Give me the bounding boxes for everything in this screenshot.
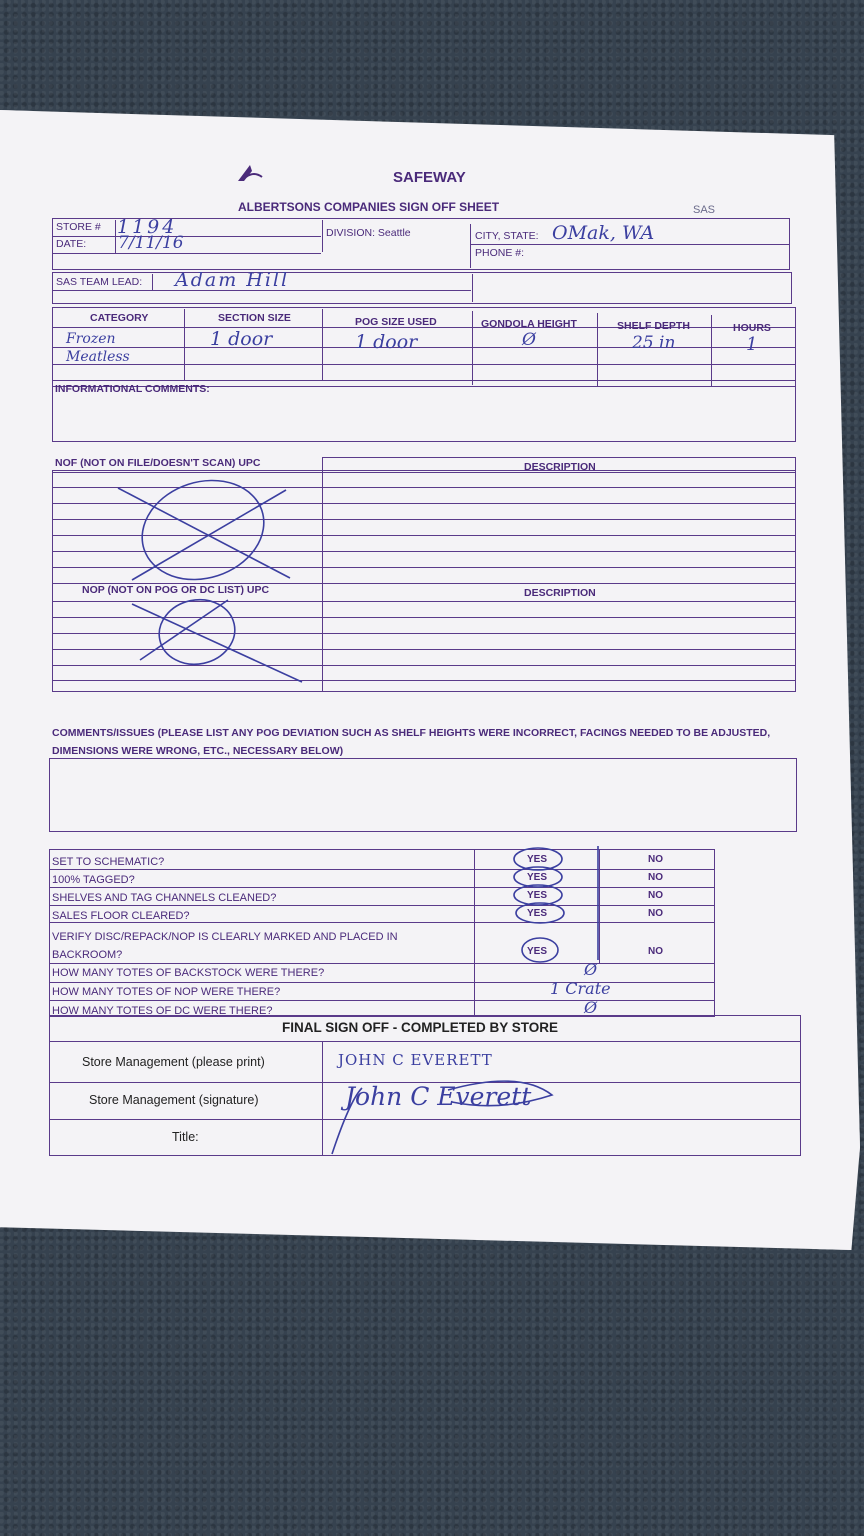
checklist-question: VERIFY DISC/REPACK/NOP IS CLEARLY MARKED AND PLACED IN BACKROOM? (52, 931, 398, 961)
checklist-yes: YES (527, 946, 548, 957)
store-label: STORE # (56, 221, 101, 233)
store-value: 1194 (117, 216, 178, 238)
th-pog-size: POG SIZE USED (355, 316, 437, 328)
store-management-signature-label: Store Management (signature) (89, 1093, 259, 1107)
th-hours: HOURS (733, 322, 771, 334)
th-category: CATEGORY (90, 312, 149, 324)
team-lead-label: SAS TEAM LEAD: (56, 276, 143, 288)
nop-description-label: DESCRIPTION (524, 587, 596, 599)
city-state-value: OMak, WA (552, 222, 655, 244)
team-lead-value: Adam Hill (175, 269, 290, 291)
nof-label: NOF (NOT ON FILE/DOESN'T SCAN) UPC (55, 457, 261, 469)
store-management-print-label: Store Management (please print) (82, 1055, 265, 1069)
checklist-no: NO (648, 854, 663, 865)
sheet-title: ALBERTSONS COMPANIES SIGN OFF SHEET (238, 200, 500, 214)
checklist-row-line (50, 1000, 714, 1001)
final-sign-off-title: FINAL SIGN OFF - COMPLETED BY STORE (282, 1020, 559, 1035)
date-value: 7/11/16 (118, 233, 184, 253)
nof-nop-rule-line (53, 503, 795, 504)
th-gondola-height: GONDOLA HEIGHT (481, 318, 577, 330)
store-management-signature-value: John C Everett (345, 1082, 532, 1111)
sas-mark: SAS (693, 204, 716, 216)
nof-nop-rule-line (53, 680, 795, 681)
checklist-row-line (50, 982, 714, 983)
date-label: DATE: (56, 238, 87, 250)
nof-description-label: DESCRIPTION (524, 461, 596, 473)
checklist-question: SET TO SCHEMATIC? (52, 856, 165, 868)
city-state-label: CITY, STATE: (475, 230, 539, 242)
checklist-yes: YES (527, 908, 548, 919)
team-lead-row (52, 269, 792, 304)
title-label: Title: (172, 1130, 199, 1144)
td-pog-size: 1 door (355, 331, 418, 353)
checklist-yes: YES (527, 872, 548, 883)
totes-question: HOW MANY TOTES OF NOP WERE THERE? (52, 986, 281, 998)
checklist-question: SHELVES AND TAG CHANNELS CLEANED? (52, 892, 277, 904)
checklist-yes: YES (527, 854, 548, 865)
brand-name: SAFEWAY (393, 169, 466, 186)
nof-nop-rule-line (53, 633, 795, 634)
checklist-no: NO (648, 872, 663, 883)
nof-nop-rule-line (53, 487, 795, 488)
nof-nop-rule-line (53, 649, 795, 650)
division-label: DIVISION: Seattle (326, 227, 411, 239)
nof-nop-rule-line (53, 601, 795, 602)
nof-nop-rule-line (53, 617, 795, 618)
checklist-no: NO (648, 890, 663, 901)
checklist-no: NO (648, 908, 663, 919)
checklist-yes: YES (527, 890, 548, 901)
td-gondola-height: Ø (522, 330, 536, 350)
totes-answer: 1 Crate (550, 979, 611, 998)
td-hours: 1 (746, 334, 758, 355)
totes-question: HOW MANY TOTES OF BACKSTOCK WERE THERE? (52, 967, 325, 979)
nof-nop-rule-line (53, 551, 795, 552)
checklist-question: 100% TAGGED? (52, 874, 135, 886)
td-shelf-depth: 25 in (632, 333, 676, 353)
informational-comments-label: INFORMATIONAL COMMENTS: (55, 383, 210, 395)
totes-answer: Ø (584, 998, 598, 1017)
description-column (322, 457, 796, 692)
totes-question: HOW MANY TOTES OF DC WERE THERE? (52, 1005, 273, 1017)
checklist-no: NO (648, 946, 663, 957)
nop-label: NOP (NOT ON POG OR DC LIST) UPC (82, 584, 270, 596)
totes-answer: Ø (584, 960, 598, 979)
nof-nop-rule-line (53, 535, 795, 536)
th-section-size: SECTION SIZE (218, 312, 291, 324)
albertsons-logo-icon (236, 163, 264, 188)
th-shelf-depth: SHELF DEPTH (617, 320, 690, 332)
nof-nop-rule-line (53, 567, 795, 568)
checklist-question: SALES FLOOR CLEARED? (52, 910, 190, 922)
store-management-print-value: JOHN C EVERETT (338, 1051, 493, 1069)
nof-nop-rule-line (53, 665, 795, 666)
nof-nop-rule-line (53, 472, 795, 473)
comments-issues-box (49, 758, 797, 832)
comments-issues-label: COMMENTS/ISSUES (PLEASE LIST ANY POG DEVIATION SUCH AS SHELF HEIGHTS WERE INCORRECT, FACINGS NEEDED TO BE ADJUSTED, DIMENSIONS WERE WRONG, ETC., NECESSARY BELOW) (52, 727, 771, 757)
td-section-size: 1 door (210, 328, 273, 350)
nof-nop-rule-line (53, 519, 795, 520)
phone-label: PHONE #: (475, 247, 525, 259)
td-category: Frozen Meatless (66, 331, 130, 365)
